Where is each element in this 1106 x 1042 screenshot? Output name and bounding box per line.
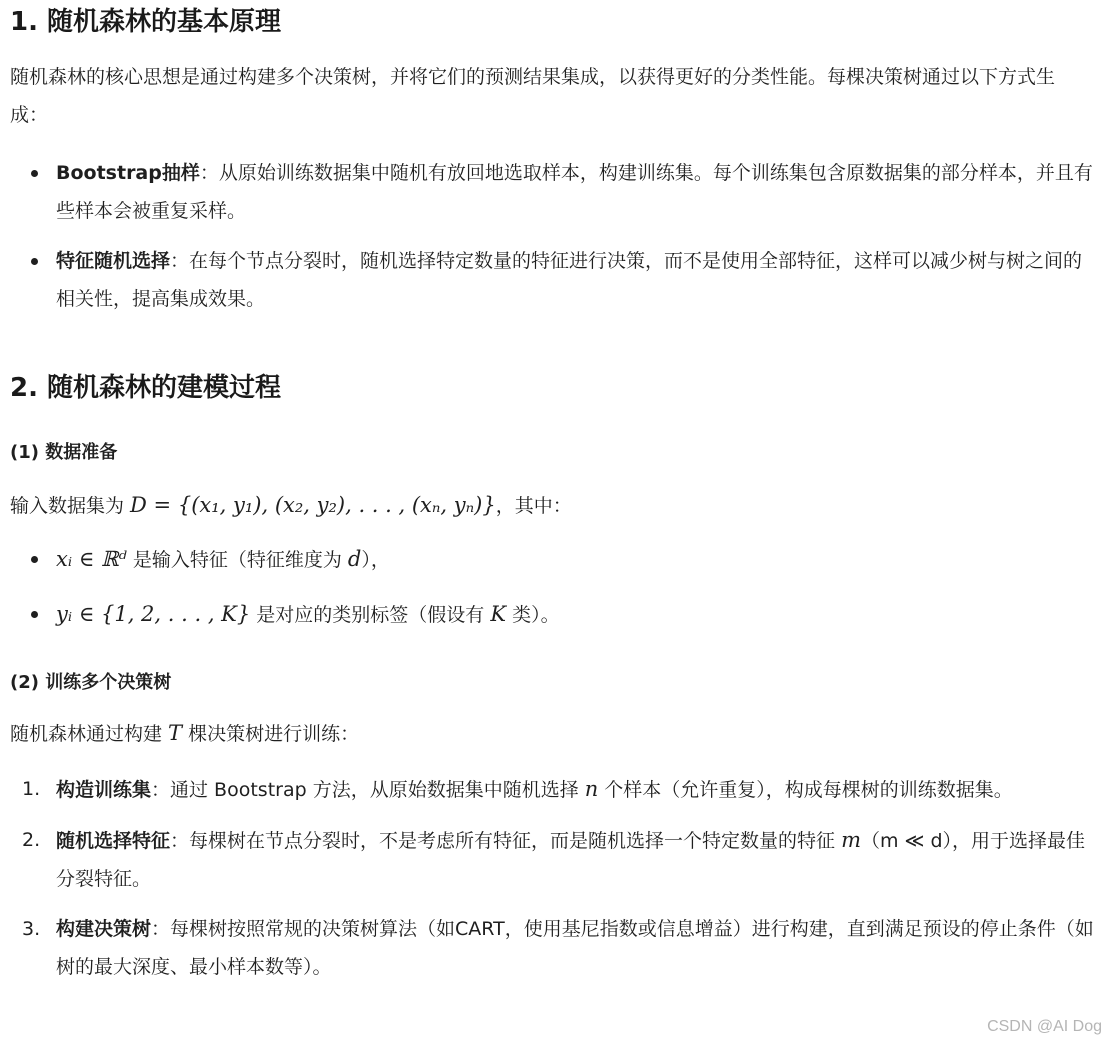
bullet-bootstrap: [10, 154, 1100, 230]
bullet-text: ：在每个节点分裂时，随机选择特定数量的特征进行决策，而不是使用全部特征，这样可以减少树与树之间的相关性，提高集成效果。: [56, 250, 1083, 310]
list-item-yi: [10, 595, 560, 634]
step-text: （m ≪ d），用于选择最佳分裂特征。: [56, 830, 1086, 890]
bullet-term: Bootstrap抽样: [56, 162, 200, 184]
step-number: 2.: [22, 829, 41, 851]
bullet-text: ：从原始训练数据集中随机有放回地选取样本，构建训练集。每个训练集包含原数据集的部分样本，并且有些样本会被重复采样。: [56, 162, 1093, 222]
list-item-xi: [10, 540, 560, 579]
subsection-data-prep-title: (1) 数据准备: [10, 442, 118, 463]
step-term: 随机选择特征: [56, 830, 171, 852]
step-text: 个样本（允许重复），构成每棵树的训练数据集。: [598, 779, 1013, 801]
bullet-term: 特征随机选择: [56, 250, 171, 272]
section-1-title: 1. 随机森林的基本原理: [10, 7, 282, 37]
data-prep-intro-suffix: ，其中：: [495, 495, 572, 517]
data-prep-intro: [10, 486, 572, 525]
step-term: 构建决策树: [56, 918, 152, 940]
watermark: CSDN @AI Dog: [987, 1018, 1102, 1035]
section-1-bullet-list: [10, 154, 1100, 330]
section-1-intro: 随机森林的核心思想是通过构建多个决策树，并将它们的预测结果集成，以获得更好的分类性能。每棵决策树通过以下方式生成：: [10, 66, 1056, 126]
item-text: 类）。: [506, 604, 560, 626]
formula-xi: xᵢ ∈ ℝᵈ: [56, 547, 127, 571]
formula-t: T: [168, 721, 183, 745]
data-prep-intro-prefix: 输入数据集为: [10, 495, 131, 517]
step-build-trainset: [10, 770, 1100, 809]
train-intro-suffix: 棵决策树进行训练：: [182, 723, 360, 745]
item-text: 是输入特征（特征维度为: [126, 549, 348, 571]
step-random-features: [10, 821, 1100, 898]
section-2-title: 2. 随机森林的建模过程: [10, 373, 282, 403]
item-text: 是对应的类别标签（假设有: [250, 604, 491, 626]
dataset-formula: D = {(x₁, y₁), (x₂, y₂), . . . , (xₙ, yₙ)}: [130, 493, 496, 517]
formula-m: m: [841, 828, 861, 852]
step-text: ：通过 Bootstrap 方法，从原始数据集中随机选择: [151, 779, 585, 801]
train-intro-prefix: 随机森林通过构建: [10, 723, 169, 745]
formula-yi: yᵢ ∈ {1, 2, . . . , K}: [56, 602, 251, 626]
formula-k: K: [490, 602, 507, 626]
formula-d: d: [347, 547, 362, 571]
subsection-train-title: (2) 训练多个决策树: [10, 672, 172, 693]
step-number: 3.: [22, 918, 41, 940]
step-text: ：每棵树按照常规的决策树算法（如CART，使用基尼指数或信息增益）进行构建，直到满足预设的停止条件（如树的最大深度、最小样本数等）。: [56, 918, 1094, 978]
step-build-tree: [10, 910, 1100, 986]
train-steps-list: [10, 770, 1100, 998]
step-term: 构造训练集: [56, 779, 152, 801]
step-number: 1.: [22, 778, 41, 800]
bullet-feature-random: [10, 242, 1100, 318]
step-text: ：每棵树在节点分裂时，不是考虑所有特征，而是随机选择一个特定数量的特征: [170, 830, 842, 852]
data-prep-list: [10, 540, 560, 650]
formula-n: n: [584, 777, 599, 801]
item-text: ），: [361, 549, 390, 571]
train-intro: [10, 714, 359, 753]
